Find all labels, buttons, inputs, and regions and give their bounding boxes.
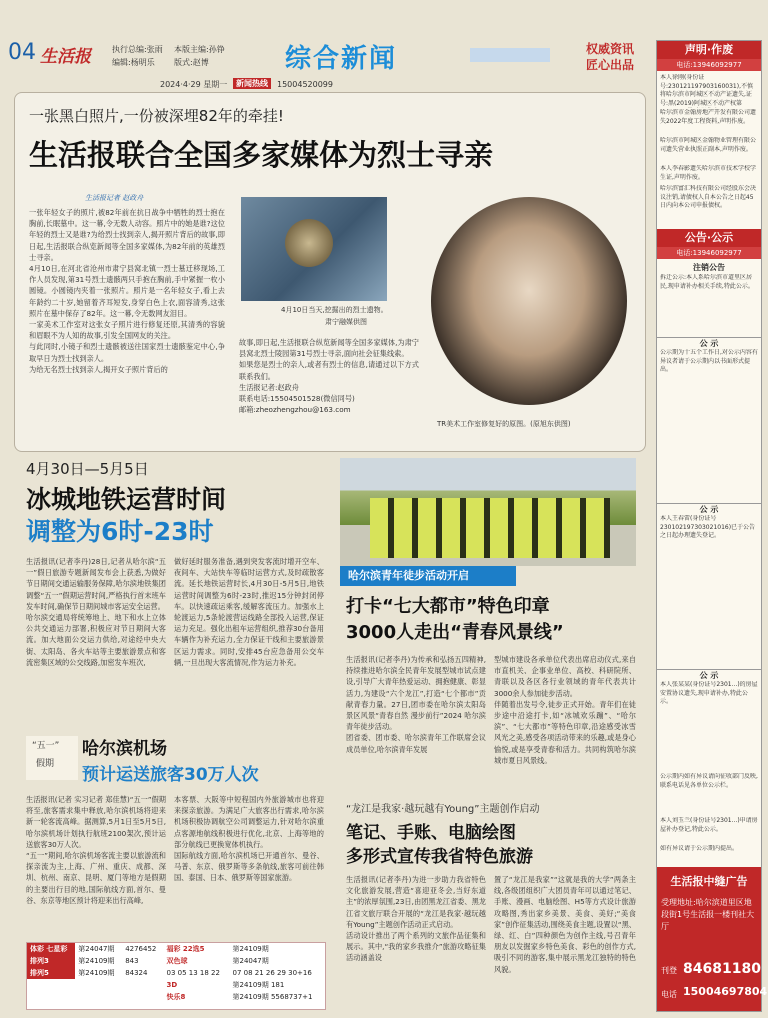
section-stripe — [470, 48, 550, 62]
youth-banner: 哈尔滨青年徒步活动开启 — [340, 566, 516, 586]
lottery-r3f: 快乐8 — [166, 993, 186, 1001]
metro-title-2: 调整为6时-23时 — [26, 517, 214, 546]
airport-tag-1: “五一” — [32, 741, 60, 751]
longjiang-title-2: 多形式宣传我省特色旅游 — [346, 847, 533, 867]
metro-text-2: 做好延时服务准备,遇到突发客流时增开空车、夜间车、大站快车等临时运营方式,及时疏散客流。延长地铁运营时长,4月30日-5月5日,地铁运营时间调整为6时-23时,推迟15分钟封闭停车。以快速疏运乘客,缓解客流压力。加强水上轮渡运力,5条轮渡营运线路全部投入运营,保证运力充足。强化出租车运营组织,推荐30台备用车辆作为补充运力,全力保证干线和主要旅游景区运力需求。同时,安排45台应急备用公交车辆,一旦出现大客流情况,作为运力补充。 — [174, 557, 324, 667]
airport-tag-2: 假期 — [36, 759, 55, 769]
ad-tel-1: 84681180 — [683, 961, 761, 977]
lottery-r1e: 第24109期 — [232, 945, 269, 953]
ad-cancel-title: 注销公告 — [693, 263, 725, 272]
ad-tel-label-1: 刊登 — [661, 966, 677, 975]
youth-col-1: 生活报讯(记者李丹)为传承和弘扬五四精神,持续推进哈尔滨全民青年发展型城市试点建设,引导广大青年热爱运动、拥抱健康、彰显活力,为建设“六个龙江”,打造“七个都市”贡献青春力量。27日,团市委在哈尔滨太阳岛景区风景“青春自然 漫步前行”2024 哈尔滨青年徒步活动。 团省委、团市委、哈尔滨青年工作联席会议成员单位,哈尔滨青年发展 — [346, 655, 486, 754]
slogan-2: 匠心出品 — [586, 58, 635, 72]
youth-col-2: 型城市建设各承单位代表出席启动仪式,来自市直机关、企事业单位、高校、科研院所、青联以及各区各行业领域的青年代表共计3000余人参加徒步活动。 伴随着出发号令,徒步正式开始。青年们在徒步途中沿途打卡,如“冰城欢乐蹦”、“哈尔滨”、“七大都市”等特色印章,沿途感受冰雪风光之美,感受各项活动带来的乐趣,或是身心愉悦,或是享受青春和活力。共同构筑哈尔滨城市夏日风景线。 — [494, 655, 636, 765]
youth-photo — [340, 458, 636, 566]
lottery-r3b: 第24109期 — [78, 969, 115, 977]
lead-title: 生活报联合全国多家媒体为烈士寻亲 — [29, 138, 494, 172]
ad-tel-label-2: 电话 — [661, 990, 677, 999]
airport-tag — [26, 736, 78, 780]
ad-entry-5: 拆迁公示:本人系哈尔滨市道里区居民,现申请补办相关手续,特此公示。 — [660, 274, 754, 290]
page-number: 04 — [8, 40, 36, 65]
masthead — [0, 0, 650, 89]
lottery-r1c: 4276452 — [125, 945, 157, 953]
lottery-r3c: 84324 — [125, 969, 148, 977]
lottery-r2e: 07 08 21 26 29 30+16 — [232, 969, 312, 977]
youth-title-2: 3000人走出“青春风景线” — [346, 622, 564, 643]
ad-notice-title-1: 公 示 — [657, 337, 761, 349]
lottery-r1a: 体彩 七星彩 — [27, 943, 75, 955]
ad-entry-0: 本人徐刚(身份证号:230121197903160031),不慎将哈尔滨市阿城区不动产证遗失,证号:黑(2019)阿城区不动产权第 — [660, 74, 753, 107]
photo-relic-caption: 4月10日当天,挖掘出的烈士遗物。 — [281, 306, 388, 314]
ad-entry-2: 哈尔滨市阿城区金翰物业管理有限公司遗失营业执照正副本,声明作废。 — [660, 137, 757, 153]
lottery-r1b: 第24047期 — [78, 945, 115, 953]
metro-text-1: 生活报讯(记者李丹)28日,记者从哈尔滨“五一”假日旅游专题新闻发布会上获悉,为做好节日期间交通运输服务保障,哈尔滨地铁集团调整“五一”假期运营时间,严格执行首末班车发车时间,确保节日期间城市客运安全运营。 哈尔滨交通局将统筹地上、地下和水上立体公共交通运力部署,积极应对节日期间大客流。加大地面公交运力供给,对途经中央大街、太阳岛、各火车站等主要旅游景点和客流密集区域的公交线路,加密发车班次, — [26, 557, 166, 667]
paper-name: 生活报 — [40, 47, 91, 67]
lead-column-3: 故事,即日起,生活报联合纵览新闻等全国多家媒体,为肃宁县窝北烈士陵园第31号烈士寻亲,面向社会征集线索。 如果您是烈士的亲人,或者有烈士的信息,请通过以下方式联系我们。 生活报记者:赵政舟 联系电话:15504501528(微信同号) 邮箱:zheozhengzhou@163.com — [239, 338, 419, 415]
ad-entry-4: 哈尔滨富汇科技有限公司经股东会决议注销,请债权人自本公告之日起45日内向本公司申报债权。 — [660, 185, 757, 209]
ad-header-1: 声明·作废 — [657, 41, 761, 59]
longjiang-kicker: “龙江是我家·越玩越有Young”主题创作启动 — [346, 804, 540, 815]
ad-entry-6: 公示期为十五个工作日,对公示内容有异议者请于公示期内以书面形式提出。 — [660, 349, 758, 373]
longjiang-col-1: 生活报讯(记者李丹)为进一步助力我省特色文化旅游发展,营造“喜迎亚冬会,当好东道主”的浓厚氛围,23日,由团黑龙江省委、黑龙江省文旅厅联合开展的“龙江是我家·越玩越有Young”主题创作活动正式启动。 活动设计推出了两个系列的文旅作品征集和展示。其中,“我的家乡我推介”旅游攻略征集活动涵盖设 — [346, 875, 486, 963]
lead-kicker: 一张黑白照片,一份被深埋82年的牵挂! — [29, 107, 284, 125]
lottery-r3d: 3D — [166, 981, 178, 989]
lottery-r3e: 第24109期 181 — [232, 981, 285, 989]
youth-crowd — [370, 498, 610, 558]
proof: 版式:赵博 — [174, 58, 209, 67]
lottery-r3a: 排列5 — [27, 967, 75, 979]
photo-portrait-caption: TR美术工作室修复好的原图。(原旭东供图) — [437, 420, 571, 428]
ad-entry-9: 公示期内如有异议请向征收部门反映,联系电话见各单位公示栏。 — [660, 773, 758, 789]
longjiang-col-2: 置了“龙江是我家”“这就是我的大学”两条主线,各级团组织广大团员青年可以通过笔记、手账、漫画、电脑绘图、H5等方式设计旅游攻略图,秀出家乡美景、美食、美好;“美食家”创作征集活动,围绕美食主题,设置以“黑、绿、红、白”四种颜色为创作主线,号召青年朋友以发掘家乡特色美食、彩色的创作方式,吸引不同的游客,集中展示黑龙江独特的特色风貌。 — [494, 875, 636, 974]
ad-bottom-box — [657, 867, 768, 1011]
photo-relic — [241, 197, 387, 301]
ad-entry-10: 本人刘玉兰(身份证号2301...)申请房屋补办登记,特此公示。 — [660, 817, 758, 833]
photo-portrait — [431, 197, 627, 405]
ad-entry-1: 哈尔滨市金翰房地产开发有限公司遗失2022年度工程资料,声明作废。 — [660, 109, 757, 125]
hotline-number: 15004520099 — [277, 80, 333, 89]
youth-title-1: 打卡“七大都市”特色印章 — [346, 596, 550, 617]
photo-relic-credit: 肃宁融媒供图 — [325, 318, 367, 326]
lottery-r1d: 福彩 22选5 — [166, 945, 205, 953]
relic-mirror-image — [285, 219, 333, 267]
ad-bottom-title: 生活报中缝广告 — [670, 875, 748, 888]
lottery-r2d: 03 05 13 18 22 — [166, 969, 220, 977]
metro-date-range: 4月30日—5月5日 — [26, 460, 149, 478]
ad-bottom-address: 受理地址:哈尔滨道里区地段街1号生活报一楼刊社大厅 — [661, 898, 755, 931]
lottery-box — [26, 942, 326, 1010]
ad-entry-3: 本人李春影遗失哈尔滨市技术学校学生证,声明作废。 — [660, 165, 757, 181]
lead-story — [14, 92, 646, 452]
hotline-label: 新闻热线 — [233, 78, 271, 89]
lottery-r1f: 双色球 — [166, 957, 188, 965]
ad-phone-2: 电话:13946092977 — [657, 247, 761, 259]
lottery-r1g: 第24047期 — [232, 957, 269, 965]
ad-entry-11: 如有异议请于公示期内提出。 — [660, 845, 739, 852]
airport-title-2: 预计运送旅客30万人次 — [82, 765, 259, 785]
editor: 编辑:杨明乐 — [112, 58, 155, 67]
lottery-r2a: 排列3 — [27, 955, 75, 967]
airport-text-1: 生活报讯(记者 实习记者 郑佳慧)“五一”假期将至,旅客需求集中释放,哈尔滨机场将迎来新一轮客流高峰。据测算,5月1日至5月5日,哈尔滨机场计划执行航班2100架次,预计运送旅客30万人次。 “五一”期间,哈尔滨机场客流主要以旅游流和探亲流为主,上海、广州、重庆、成都、深圳、杭州、南京、昆明、厦门等地方是假期的主要出行目的地,国际航线方面,首尔、曼谷、东京等地区预计将迎来出行高峰, — [26, 795, 166, 905]
longjiang-title-1: 笔记、手账、电脑绘图 — [346, 823, 516, 843]
ad-column — [656, 40, 768, 1012]
ad-notice-title-2: 公 示 — [657, 503, 761, 515]
lead-column-1: 一张年轻女子的照片,被82年前在抗日战争中牺牲的烈士抱在胸前,长眠墓中。这一幕,令无数人动容。照片中的她是谁?这位年轻的烈士又是谁?为给烈士找到亲人,揭开照片背后的故事,即日起,生活报联合纵览新闻等全国多家媒体,为82年前的英雄烈士寻亲。 4月10日,在河北省沧州市肃宁县窝北镇一烈士墓迁移现场,工作人员发现,第31号烈士遗骸两只手抱在胸前,手中紧握一枚小圆镜。小圆镜内夹着一张照片。照片是一名年轻女子,看上去年龄约二十岁,她留着齐耳短发,身穿白色上衣,面容清秀,这张照片在墓中保存了82年。这一幕,令无数网友泪目。 一家美术工作室对这张女子照片进行修复还原,其清秀的容貌和眉眼不为人知的故事,引发全国网友的关注。 与此同时,小镜子和烈士遗骸被送往国家烈士遗骸鉴定中心,争取早日为烈士找到亲人。 为给无名烈士找到亲人,揭开女子照片背后的 — [29, 208, 225, 374]
slogan-1: 权威资讯 — [586, 42, 635, 56]
ad-notice-title-3: 公 示 — [657, 669, 761, 681]
lottery-r2c: 843 — [125, 957, 139, 965]
ad-header-2: 公告·公示 — [657, 229, 761, 247]
airport-text-2: 本客票、大阪等中短程国内外旅游城市也将迎来探亲旅游。为满足广大旅客出行需求,哈尔滨机场积极协调航空公司调整运力,针对哈尔滨重点客源地航线积极进行优化,北京、上海等地的部分航线已更换宽体机执行。 国际航线方面,哈尔滨机场已开通首尔、曼谷、马普、东京、俄罗斯等多条航线,旅客可前往韩国、泰国、日本、俄罗斯等国家旅游。 — [174, 795, 324, 883]
ad-entry-7: 本人王春雷(身份证号230102197303021016)已于公告之日起办理遗失登记。 — [660, 515, 756, 539]
section-title: 综合新闻 — [285, 44, 398, 74]
airport-title-1: 哈尔滨机场 — [82, 739, 167, 759]
ad-tel-2: 15004697804 — [683, 985, 768, 998]
editor-in-chief: 本版主编:孙铮 — [174, 45, 225, 54]
exec-editor: 执行总编:张雨 — [112, 45, 163, 54]
lottery-r3g: 第24109期 5568737+1 — [232, 993, 313, 1001]
lottery-r2b: 第24109期 — [78, 957, 115, 965]
issue-date: 2024·4·29 星期一 — [160, 80, 228, 89]
lead-byline: 生活报记者 赵政舟 — [85, 194, 144, 202]
ad-entry-8: 本人张某某(身份证号2301...)的房屋安置协议遗失,现申请补办,特此公示。 — [660, 681, 758, 705]
ad-phone-1: 电话:13946092977 — [657, 59, 761, 71]
metro-title-1: 冰城地铁运营时间 — [26, 485, 227, 514]
